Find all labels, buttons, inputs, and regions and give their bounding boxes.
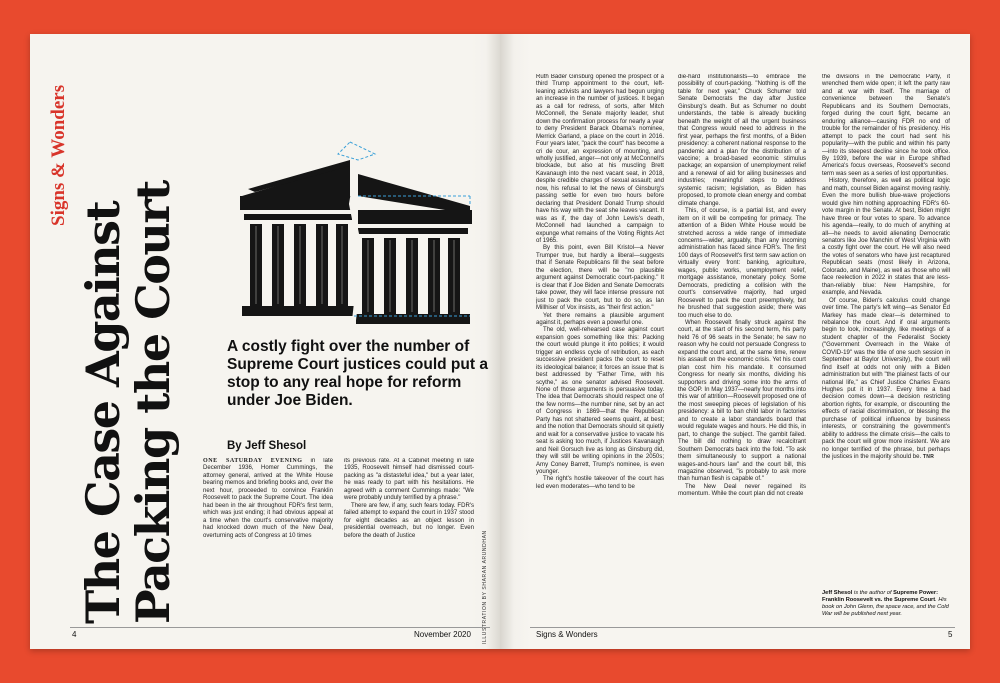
right-column-2 <box>678 74 806 622</box>
paragraph-text: in late December 1936, Homer Cummings, the attorney general, arrived at the White House bearing memos and briefing books and, over the next hour, proceeded to convince Franklin Roosevelt to pack the Supreme Court. The idea had been in the air throughout FDR's first term, which was just ending; it had obvious appeal at a time when the court's conservative majority had knocked down much of the New Deal, overturning acts of Congress at 10 times <box>203 458 333 539</box>
paragraph: die-hard institutionalists—to embrace the possibility of court-packing. "Nothing is off the table for next year," Chuck Schumer told Senate Democrats the day after Justice Ginsburg's death. But as Schumer no doubt understands, the table is already buckling beneath the weight of all the urgent business that Congress would need to address in the first year, perhaps the first months, of a Biden presidency: a coherent national response to the pandemic and a plan for the distribution of a vaccine; a broad-based economic stimulus package; an expansion of unemployment relief and a renewal of aid for ailing businesses and industries; meaningful steps to address systemic racism; legislation, as Biden has proposed, to promote clean energy and combat climate change. <box>678 74 806 207</box>
paragraph: the divisions in the Democratic Party, it wrenched them wide open; it left the party raw and at war with itself. The marriage of convenience between the Senate's Republicans and its Southern Democrats, forged during the court fight, became an enduring alliance—causing FDR no end of trouble for the remainder of his presidency. His attempt to pack the court had sent his popularity—with the public and within his party—into its steepest decline since he took office. By 1939, before the war in Europe shifted America's focus overseas, Roosevelt's second term was seen as a series of lost opportunities. <box>822 74 950 177</box>
headline-line2: Packing the Court <box>126 181 180 624</box>
paragraph: History, therefore, as well as political logic and math, counsel Biden against moving rashly. Even the more bullish blue-wave projections would give him nothing approaching FDR's 60-vote margin in the Senate. At best, Biden might have three or four votes to spare. To advance his agenda—really, to do much of anything at all—he needs to avoid alienating Democratic senators like Joe Manchin of West Virginia with a costly fight over the court. He will also need the votes of senators who have just recaptured Republican seats (most likely in Arizona, Colorado, and Maine), as well as those who will face reelection in 2022 in states that are less-than-reliably blue: New Hampshire, for example, and Nevada. <box>822 178 950 297</box>
right-page <box>500 34 970 649</box>
headline <box>78 94 198 624</box>
headline-line1: The Case Against <box>76 201 130 624</box>
left-column-2 <box>344 458 474 618</box>
bio-book: Supreme Power: Franklin Roosevelt vs. the Supreme Court <box>822 590 939 603</box>
page-number: 4 <box>72 630 77 639</box>
paragraph: Yet there remains a plausible argument against it, perhaps even a powerful one. <box>536 312 664 326</box>
byline: By Jeff Shesol <box>227 440 307 452</box>
end-mark: TNR <box>922 454 935 461</box>
magazine-spread <box>30 34 970 649</box>
lead-in: ONE SATURDAY EVENING <box>203 458 303 464</box>
dek: A costly fight over the number of Supreme Court justices could put a stop to any real hope for reform under Joe Biden. <box>227 338 488 409</box>
footer-rule <box>530 627 955 628</box>
paragraph: its previous rate. At a Cabinet meeting in late 1935, Roosevelt himself had dismissed court-packing as "a distasteful idea," but a year later, he was ready to part with his hesitations. He agreed with a comment Cummings made: "We were probably unduly terrified by a phrase." <box>344 458 474 502</box>
bio-name: Jeff Shesol <box>822 590 853 596</box>
paragraph: By this point, even Bill Kristol—a Never Trumper true, but hardly a liberal—suggests that if Senate Republicans fill the seat before the election, there will be "no plausible argument against Democratic court-packing." It is clear that if Joe Biden and Senate Democrats take power, they will face intense pressure not just to pack the court, but to do so, as Ian Millhiser of Vox insists, as "their first action." <box>536 245 664 312</box>
paragraph: The old, well-rehearsed case against court expansion goes something like this: Packing the court would plunge it into politics; it would trigger an endless cycle of retribution, as each successive president packs the court to reset its ideological balance; it forces an issue that is best addressed by "Father Time, with his scythe," as one senator advised Roosevelt. None of those arguments is persuasive today. The idea that Democrats should respect one of the few norms—the number nine, set by an act of Congress in 1869—that the Republican Party has not shattered seems quaint, at best; and the notion that Democrats should sit quietly and wait for a conservative justice to vacate his seat is asking too much, if Justices Kavanaugh and Neil Gorsuch live as long as Ginsburg did, they will still be writing opinions in the 2050s; Amy Coney Barrett, Trump's nominee, is even younger. <box>536 327 664 476</box>
paragraph: The New Deal never regained its momentum. While the court plan did not create <box>678 483 806 498</box>
illustration-credit-text: ILLUSTRATION BY SHARAN ARUNDHAN <box>482 530 488 644</box>
issue-date: November 2020 <box>414 630 471 639</box>
section-kicker-text: Signs & Wonders <box>48 84 69 226</box>
paragraph: This, of course, is a partial list, and every item on it will be competing for primacy. The attention of a Biden White House would be stretched across a wide range of immediate concerns—wider, arguably, than any incoming administration has faced since FDR's. The first 100 days of Roosevelt's first term saw action on virtually every front: banking, agriculture, wages, public works, unemployment relief, mortgage assistance, monetary policy. Some Democrats, predicting a collision with the court's conservative majority, had urged Roosevelt to pack the court preemptively, but he brushed that suggestion aside; there was too much else to do. <box>678 208 806 319</box>
right-column-1 <box>536 74 664 622</box>
paragraph: When Roosevelt finally struck against the court, at the start of his second term, his party held 76 of 96 seats in the Senate; he saw no reason why he could not persuade Congress to expand the court and, at the same time, renew his assault on the economic crisis. Yet his court plan cost him his mandate. It consumed Congress for nearly six months, dividing his supporters and driving some into the arms of the GOP. In May 1937—nearly four months into this war of attrition—Roosevelt proposed one of the most sweeping pieces of legislation of his presidency: a bill to ban child labor in factories and to create a labor standards board that would regulate wages and hours. He did this, in part, to change the subject. The gambit failed. The bill did nothing to draw recalcitrant Southern Democrats back into the fold. "To ask them simultaneously to support a national wages-and-hours law" and the court bill, this magazine observed, "is probably to ask more than human flesh is capable of." <box>678 319 806 483</box>
page-number: 5 <box>948 630 953 639</box>
supreme-court-illustration <box>220 134 480 334</box>
left-page <box>30 34 500 649</box>
left-column-1 <box>203 458 333 618</box>
paragraph: Ruth Bader Ginsburg opened the prospect of a third Trump appointment to the court, left-leaning activists and lawyers had begun urging an increase in the number of justices. It began as a call for redress, of sorts, after Mitch McConnell, the Senate majority leader, shut down the confirmation process for nearly a year to deny President Barack Obama's nominee, Merrick Garland, a place on the court in 2016. Four years later, "pack the court" has become a cri de cour, an expression of mounting, and wholly justified, anger—not only at McConnell's blockade, but also at his muscling Brett Kavanaugh into the next vacant seat, in 2018, despite credible charges of sexual assault; and now, his refusal to let the news of Ginsburg's passing settle for even two hours before declaring that President Donald Trump should have his way with the seat she leaves vacant. It was as if, the day of John Lewis's death, McConnell had launched a campaign to expunge what remains of the Voting Rights Act of 1965. <box>536 74 664 244</box>
paragraph <box>822 298 950 462</box>
paragraph: The right's hostile takeover of the court has led even moderates—who tend to be <box>536 476 664 490</box>
section-footer: Signs & Wonders <box>536 630 598 639</box>
section-kicker <box>48 76 72 226</box>
paragraph: There are few, if any, such fears today. FDR's failed attempt to expand the court in 1937 stood for eight decades as an object lesson in presidential overreach, but no longer. Even before the death of Justice <box>344 502 474 539</box>
bio-text: is the author of <box>852 590 894 596</box>
paragraph-text: Of course, Biden's calculus could change over time. The party's left wing—as Senator Ed Markey has made clear—is determined to rebalance the court. And if oral arguments begin to look, increasingly, like meetings of a student chapter of the Federalist Society ("Government Overreach in the Wake of COVID-19" was the title of one such session in September at Baylor University), the court will find itself at odds not only with a Biden administration but with "the plainest facts of our national life," as Chief Justice Charles Evans Hughes put it in 1937. Every time a bad decision comes down—a decision restricting abortion rights, for example, or discounting the effects of racial discrimination, or blessing the purchase of political influence by business interests, or constraining the government's ability to address the climate crisis—the calls to pack the court will grow more insistent. We are no longer terrified of the phrase, but perhaps the justices in the majority should be. <box>822 297 950 461</box>
paragraph <box>203 458 333 540</box>
footer-rule <box>70 627 490 628</box>
right-column-3 <box>822 74 950 586</box>
author-bio <box>822 590 952 618</box>
bio-text: . His book on John Glenn, the space race, and the Cold War will be published next year. <box>822 597 949 617</box>
